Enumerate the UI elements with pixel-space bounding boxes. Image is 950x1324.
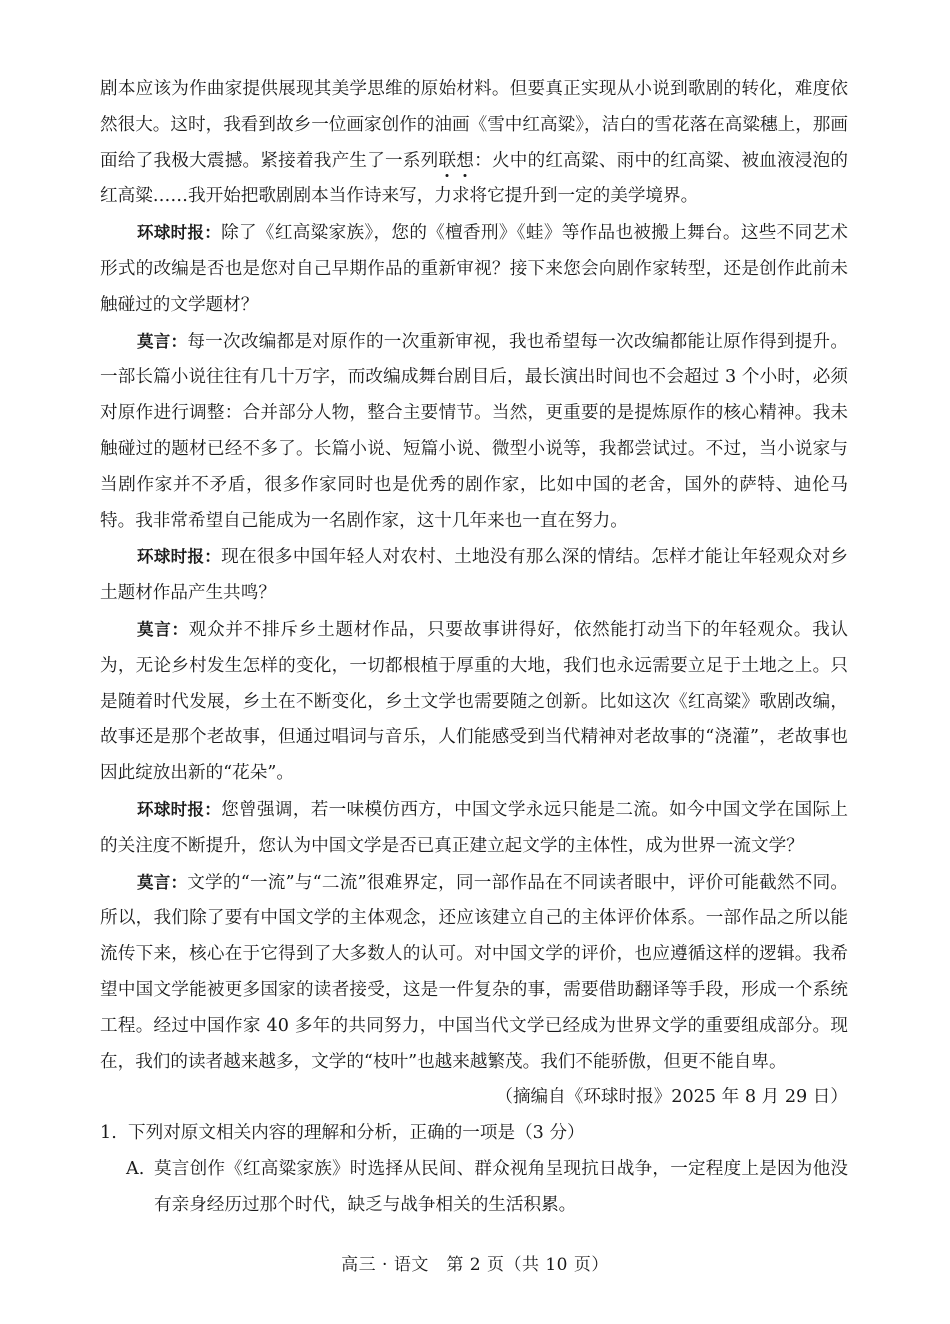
- article-paragraph: 剧本应该为作曲家提供展现其美学思维的原始材料。但要真正实现从小说到歌剧的转化，难度依然很大。这时，我看到故乡一位画家创作的油画《雪中红高粱》，洁白的雪花落在高粱穗上，那画面给了我极大震撼。紧接着我产生了一系列联想：火中的红高粱、雨中的红高粱、被血液浸泡的红高粱……我开始把歌剧剧本当作诗来写，力求将它提升到一定的美学境界。: [100, 79, 848, 207]
- emphasis-dot-char: 联: [438, 150, 457, 171]
- interview-answer: 莫言：文学的“一流”与“二流”很难界定，同一部作品在不同读者眼中，评价可能截然不同。所以，我们除了要有中国文学的主体观念，还应该建立自己的主体评价体系。一部作品之所以能流传下来，核心在于它得到了大多数人的认可。对中国文学的评价，也应遵循这样的逻辑。我希望中国文学能被更多国家的读者接受，这是一件复杂的事，需要借助翻译等手段，形成一个系统工程。经过中国作家 40 多年的共同努力，中国当代文学已经成为世界文学的重要组成部分。现在，我们的读者越来越多，文学的“枝叶”也越来越繁茂。我们不能骄傲，但更不能自卑。: [100, 872, 849, 1072]
- speaker-label: 莫言：: [137, 619, 189, 639]
- question-1: [100, 1116, 848, 1152]
- question-stem: 下列对原文相关内容的理解和分析，正确的一项是（3 分）: [128, 1123, 585, 1144]
- option-letter: A.: [126, 1158, 145, 1179]
- interview-question: 环球时报：除了《红高粱家族》，您的《檀香刑》《蛙》等作品也被搬上舞台。这些不同艺术形式的改编是否也是您对自己早期作品的重新审视？接下来您会向剧作家转型，还是创作此前未触碰过的文学题材？: [100, 223, 849, 315]
- interview-answer: 莫言：每一次改编都是对原作的一次重新审视，我也希望每一次改编都能让原作得到提升。一部长篇小说往往有几十万字，而改编成舞台剧目后，最长演出时间也不会超过 3 个小时，必须对原作进行调整：合并部分人物，整合主要情节。当然，更重要的是提炼原作的核心精神。我未触碰过的题材已经不多了。长篇小说、短篇小说、微型小说等，我都尝试过。不过，当小说家与当剧作家并不矛盾，很多作家同时也是优秀的剧作家，比如中国的老舍，国外的萨特、迪伦马特。我非常希望自己能成为一名剧作家，这十几年来也一直在努力。: [100, 331, 848, 531]
- interview-answer: 莫言：观众并不排斥乡土题材作品，只要故事讲得好，依然能打动当下的年轻观众。我认为，无论乡村发生怎样的变化，一切都根植于厚重的大地，我们也永远需要立足于土地之上。只是随着时代发展，乡土在不断变化，乡土文学也需要随之创新。比如这次《红高粱》歌剧改编，故事还是那个老故事，但通过唱词与音乐，人们能感受到当代精神对老故事的“浇灌”，老故事也因此绽放出新的“花朵”。: [100, 619, 849, 784]
- speaker-label: 环球时报：: [137, 547, 222, 567]
- speaker-label: 莫言：: [137, 872, 188, 892]
- emphasis-dot-char: 想: [456, 150, 475, 171]
- interview-question: 环球时报：您曾强调，若一味模仿西方，中国文学永远只能是二流。如今中国文学在国际上的关注度不断提升，您认为中国文学是否已真正建立起文学的主体性，成为世界一流文学？: [100, 799, 849, 856]
- page-footer: 高三 · 语文 第 2 页（共 10 页）: [341, 1255, 609, 1275]
- option-text: 莫言创作《红高粱家族》时选择从民间、群众视角呈现抗日战争，一定程度上是因为他没有亲身经历过那个时代，缺乏与战争相关的生活积累。: [154, 1158, 848, 1215]
- speaker-label: 环球时报：: [137, 799, 222, 819]
- question-number: 1.: [100, 1123, 117, 1144]
- article-source: （摘编自《环球时报》2025 年 8 月 29 日）: [495, 1087, 848, 1108]
- speaker-label: 环球时报：: [137, 223, 222, 243]
- interview-question: 环球时报：现在很多中国年轻人对农村、土地没有那么深的情结。怎样才能让年轻观众对乡土题材作品产生共鸣？: [100, 547, 849, 604]
- page-content: [100, 72, 848, 1224]
- speaker-label: 莫言：: [137, 331, 188, 351]
- option-a: [126, 1152, 848, 1224]
